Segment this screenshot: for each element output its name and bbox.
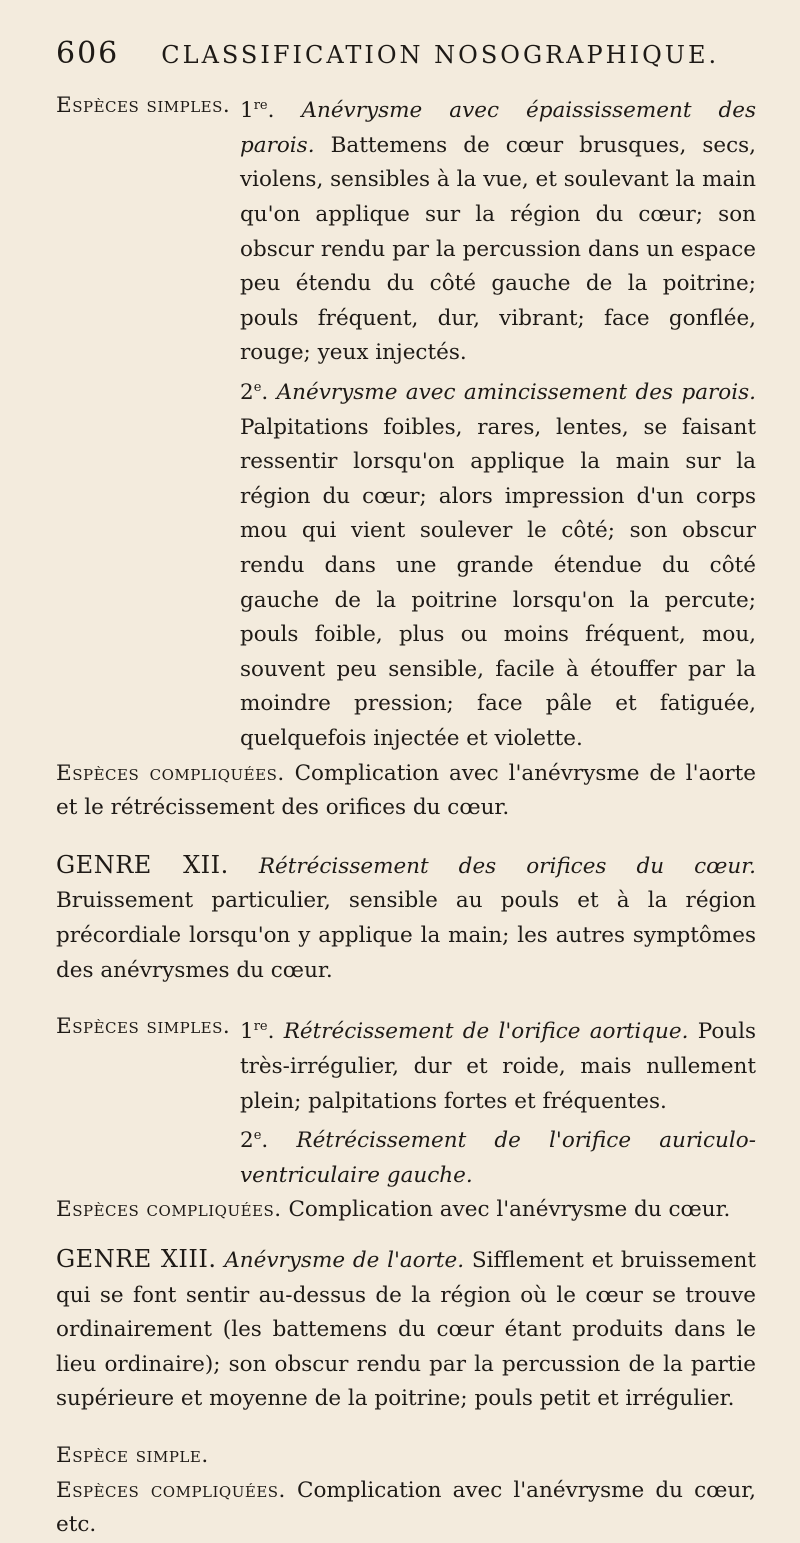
genre-label: GENRE XIII.: [56, 1245, 217, 1274]
species-item-title: Anévrysme avec amincissement des parois.: [276, 380, 756, 406]
genre-text: Sifflement et bruissement qui se font sentir au-dessus de la région où le cœur se trouve ordinairement (les battemens du cœur étant produits dans le lieu ordinaire); son obscur rendu par la percussion de la partie supérieure et moyenne de la poitrine; pouls petit et irrégulier.: [56, 1248, 756, 1412]
species-item-text: Palpitations foibles, rares, lentes, se faisant ressentir lorsqu'on applique la main sur la région du cœur; alors impression d'un corps mou qui vient soulever le côté; son obscur rendu dans une grande étendue du côté gauche de la poitrine lorsqu'on la percute; pouls foible, plus ou moins fréquent, mou, souvent peu sensible, facile à étouffer par la moindre pression; face pâle et fatiguée, quelquefois injectée et violette.: [240, 414, 756, 751]
species-simple-label: Espèces simples.: [56, 1014, 231, 1040]
species-item-title: Anévrysme avec épaississement des parois.: [240, 98, 757, 158]
genre-title: Anévrysme de l'aorte.: [224, 1248, 465, 1274]
species-item-2: 2e. Anévrysme avec amincissement des parois. Palpitations foibles, rares, lentes, se faisant ressentir lorsqu'on applique la main sur la région du cœur; alors impression d'un corps mou qui vient soulever le côté; son obscur rendu dans une grande étendue du côté gauche de la poitrine lorsqu'on la percute; pouls foible, plus ou moins fréquent, mou, souvent peu sensible, facile à étouffer par la moindre pression; face pâle et fatiguée, quelquefois injectée et violette.: [240, 379, 756, 751]
species-item-text: Pouls très-irrégulier, dur et roide, mais nullement plein; palpitations fortes et fréquentes.: [240, 1019, 757, 1114]
species-complicated-label: Espèces compliquées.: [56, 1477, 286, 1503]
species-simple-3: Espèce simple.: [56, 1443, 209, 1468]
species-item-text: Battemens de cœur brusques, secs, violens, sensibles à la vue, et soulevant la main qu'on applique sur la région du cœur; son obscur rendu par la percussion dans un espace peu étendu du côté gauche de la poitrine; pouls fréquent, dur, vibrant; face gonflée, rouge; yeux injectés.: [240, 132, 756, 366]
genre-title: Rétrécissement des orifices du cœur.: [258, 853, 756, 879]
species-item-2: 2e. Rétrécissement de l'orifice auriculo-ventriculaire gauche.: [240, 1128, 756, 1188]
genre-text: Bruissement particulier, sensible au pouls et à la région précordiale lorsqu'on y applique la main; les autres symptômes des anévrysmes du cœur.: [56, 888, 756, 983]
species-complicated-2: Espèces compliquées. Complication avec l'anévrysme du cœur.: [56, 1197, 731, 1223]
species-item-1: 1re. Rétrécissement de l'orifice aortique. Pouls très-irrégulier, dur et roide, mais nullement plein; palpitations fortes et fréquentes.: [240, 1019, 757, 1114]
species-complicated-label: Espèces compliquées.: [56, 1197, 282, 1223]
species-complicated-label: Espèces compliquées.: [56, 760, 285, 786]
species-simple-section-2: [56, 1010, 756, 1193]
genre-13: [56, 1242, 756, 1417]
species-simple-label: Espèces simples.: [56, 93, 231, 118]
species-complicated-3: Espèces compliquées. Complication avec l'anévrysme du cœur, etc.: [56, 1477, 756, 1538]
running-header: [56, 36, 756, 71]
species-complicated-1: Espèces compliquées. Complication avec l'anévrysme de l'aorte et le rétrécissement des orifices du cœur.: [56, 760, 756, 821]
page-number: 606: [56, 36, 120, 71]
page: [56, 36, 756, 1543]
species-item-title: Rétrécissement de l'orifice auriculo-ventriculaire gauche.: [240, 1128, 756, 1188]
species-simple-section-1: [56, 89, 756, 757]
species-item-1: 1re. Anévrysme avec épaississement des parois. Battemens de cœur brusques, secs, violens, sensibles à la vue, et soulevant la main qu'on applique sur la région du cœur; son obscur rendu par la percussion dans un espace peu étendu du côté gauche de la poitrine; pouls fréquent, dur, vibrant; face gonflée, rouge; yeux injectés.: [240, 98, 757, 366]
genre-12: [56, 848, 756, 988]
species-item-title: Rétrécissement de l'orifice aortique.: [283, 1019, 689, 1045]
genre-label: GENRE XII.: [56, 850, 229, 879]
running-title: CLASSIFICATION NOSOGRAPHIQUE.: [161, 41, 720, 69]
